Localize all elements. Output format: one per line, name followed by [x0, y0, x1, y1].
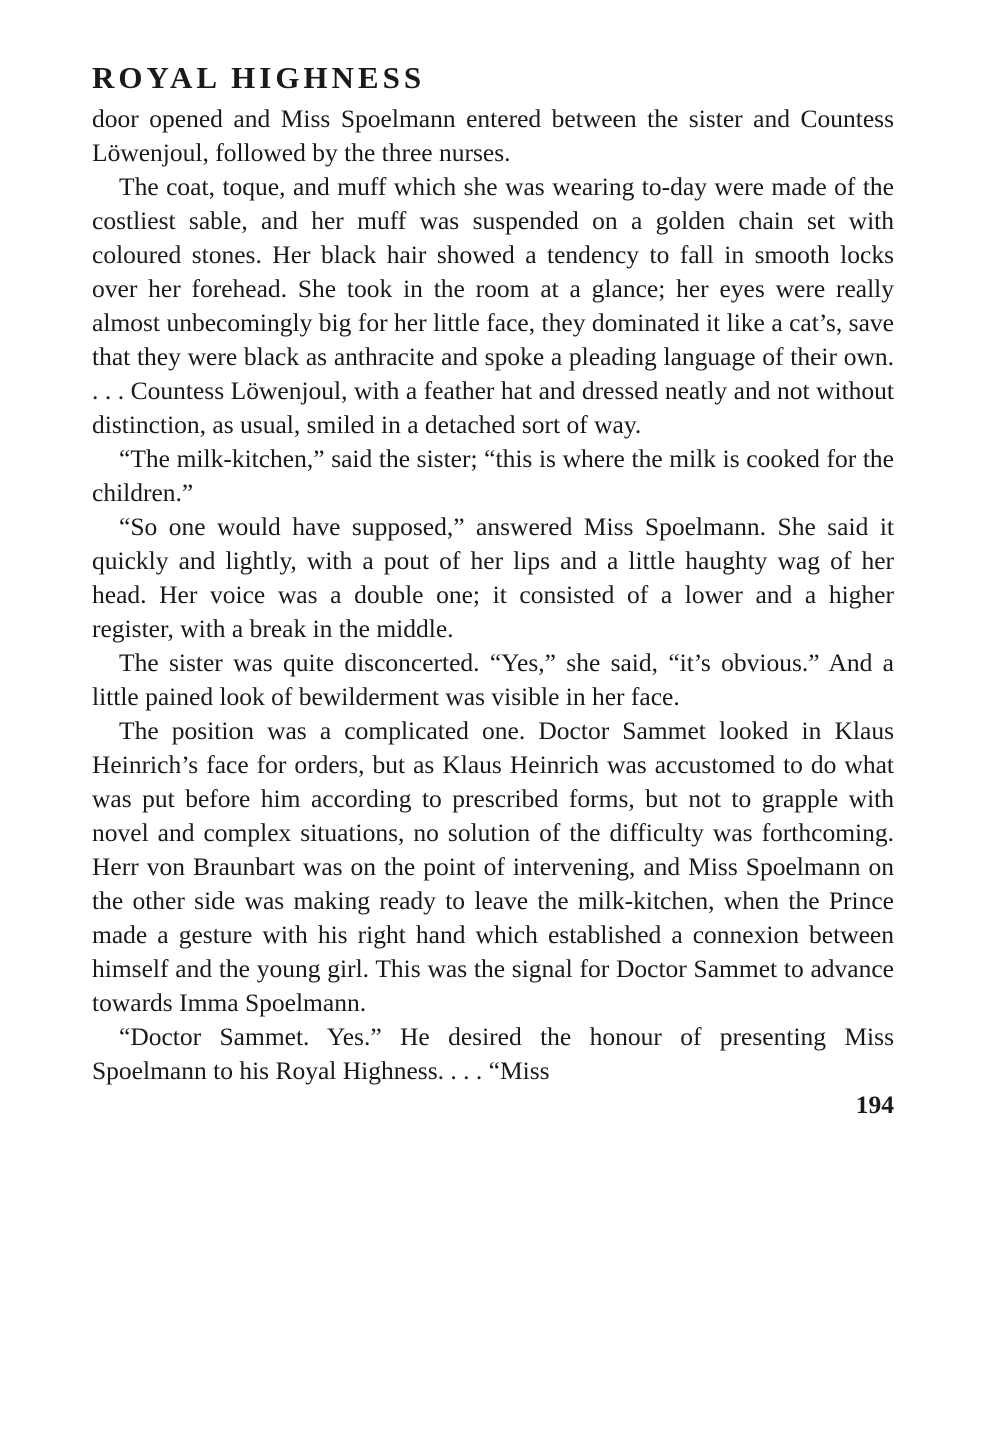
book-page: [92, 58, 894, 1378]
body-text: [92, 102, 894, 1088]
paragraph: The coat, toque, and muff which she was wearing to-day were made of the costliest sable, and her muff was suspended on a golden chain set with coloured stones. Her black hair showed a tendency to fall in smooth locks over her forehead. She took in the room at a glance; her eyes were really almost unbecomingly big for her little face, they dominated it like a cat’s, save that they were black as anthracite and spoke a pleading language of their own. . . . Countess Löwenjoul, with a feather hat and dressed neatly and not without distinction, as usual, smiled in a detached sort of way.: [92, 172, 894, 439]
running-head: ROYAL HIGHNESS: [92, 60, 426, 95]
page-number: 194: [855, 1090, 894, 1119]
paragraph: “Doctor Sammet. Yes.” He desired the honour of presenting Miss Spoelmann to his Royal Highness. . . . “Miss: [92, 1022, 894, 1085]
paragraph: The position was a complicated one. Doctor Sammet looked in Klaus Heinrich’s face for orders, but as Klaus Heinrich was accustomed to do what was put before him according to prescribed forms, but not to grapple with novel and complex situations, no solution of the difficulty was forthcoming. Herr von Braunbart was on the point of intervening, and Miss Spoelmann on the other side was making ready to leave the milk-kitchen, when the Prince made a gesture with his right hand which established a connexion between himself and the young girl. This was the signal for Doctor Sammet to advance towards Imma Spoelmann.: [92, 716, 894, 1017]
paragraph-continuation: door opened and Miss Spoelmann entered between the sister and Countess Löwenjoul, followed by the three nurses.: [92, 104, 894, 167]
paragraph: “The milk-kitchen,” said the sister; “this is where the milk is cooked for the children.”: [92, 444, 894, 507]
paragraph: The sister was quite disconcerted. “Yes,” she said, “it’s obvious.” And a little pained look of bewilderment was visible in her face.: [92, 648, 894, 711]
paragraph: “So one would have supposed,” answered Miss Spoelmann. She said it quickly and lightly, with a pout of her lips and a little haughty wag of her head. Her voice was a double one; it consisted of a lower and a higher register, with a break in the middle.: [92, 512, 894, 643]
